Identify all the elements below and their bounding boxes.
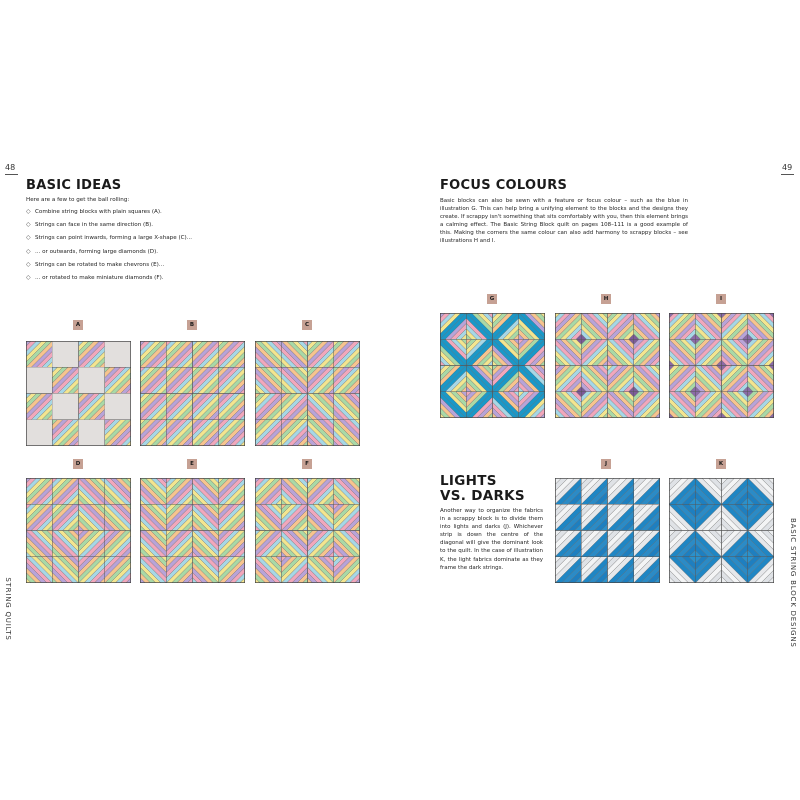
quilt-block-svg <box>555 478 660 583</box>
label-e: E <box>187 459 197 469</box>
side-title-left: STRING QUILTS <box>4 577 12 641</box>
quilt-block-f <box>255 478 360 583</box>
diamond-bullet-icon: ◇ <box>26 234 31 242</box>
heading-lights-line2: VS. DARKS <box>440 488 525 504</box>
quilt-block-svg <box>669 478 774 583</box>
list-item: ◇ Strings can be rotated to make chevrons (E)... <box>26 260 165 268</box>
list-item: ◇ ... or rotated to make miniature diamonds (F). <box>26 273 164 281</box>
label-a: A <box>73 320 83 330</box>
quilt-block-svg <box>555 313 660 418</box>
heading-focus-colours: FOCUS COLOURS <box>440 178 568 193</box>
quilt-block-svg <box>255 341 360 446</box>
quilt-block-g <box>440 313 545 418</box>
label-f: F <box>302 459 312 469</box>
quilt-block-h <box>555 313 660 418</box>
quilt-block-svg <box>669 313 774 418</box>
quilt-block-d <box>26 478 131 583</box>
quilt-block-c <box>255 341 360 446</box>
page-number-left: 48 <box>5 163 16 172</box>
label-k: K <box>716 459 726 469</box>
quilt-block-svg <box>140 478 245 583</box>
heading-basic-ideas: BASIC IDEAS <box>26 178 122 193</box>
quilt-block-b <box>140 341 245 446</box>
label-h: H <box>601 294 611 304</box>
list-item: ◇ Strings can face in the same direction (B). <box>26 221 154 229</box>
heading-lights-line1: LIGHTS <box>440 473 497 489</box>
side-title-right: BASIC STRING BLOCK DESIGNS <box>789 518 797 648</box>
diamond-bullet-icon: ◇ <box>26 260 31 268</box>
quilt-block-svg <box>140 341 245 446</box>
lights-darks-paragraph: Another way to organize the fabrics in a scrappy block is to divide them into lights and darks (J). Whichever strip is down the centre of the diagonal will give the dominant look to the quilt. In the case of illustration K, the light fabrics dominate as they frame the dark strings. <box>440 508 543 571</box>
quilt-block-i <box>669 313 774 418</box>
label-j: J <box>601 459 611 469</box>
label-b: B <box>187 320 197 330</box>
label-i: I <box>716 294 726 304</box>
page-number-rule-right <box>781 174 794 175</box>
label-g: G <box>487 294 497 304</box>
quilt-block-svg <box>255 478 360 583</box>
quilt-block-k <box>669 478 774 583</box>
page-number-rule-left <box>5 174 18 175</box>
list-item: ◇ ... or outwards, forming large diamonds (D). <box>26 247 159 255</box>
list-item: ◇ Strings can point inwards, forming a large X-shape (C)... <box>26 234 193 242</box>
focus-colours-paragraph: Basic blocks can also be sewn with a feature or focus colour – such as the blue in illustration G. This can help bring a unifying element to the blocks and the designs they create. If scrappy isn't something that sits comfortably with you, then this element brings a calming effect. The Basic String Block quilt on pages 108–111 is a good example of this. Making the corners the same colour can also add harmony to scrappy blocks – see illustrations H and I. <box>440 198 688 245</box>
label-d: D <box>73 459 83 469</box>
quilt-block-j <box>555 478 660 583</box>
page-number-right: 49 <box>782 163 793 172</box>
quilt-block-svg <box>440 313 545 418</box>
diamond-bullet-icon: ◇ <box>26 247 31 255</box>
quilt-block-a <box>26 341 131 446</box>
diamond-bullet-icon: ◇ <box>26 221 31 229</box>
list-item: ◇ Combine string blocks with plain squares (A). <box>26 208 162 215</box>
quilt-block-svg <box>26 478 131 583</box>
label-c: C <box>302 320 312 330</box>
diamond-bullet-icon: ◇ <box>26 208 31 215</box>
intro-text: Here are a few to get the ball rolling: <box>26 197 130 203</box>
diamond-bullet-icon: ◇ <box>26 273 31 281</box>
quilt-block-svg <box>26 341 131 446</box>
quilt-block-e <box>140 478 245 583</box>
ideas-list <box>26 208 192 287</box>
